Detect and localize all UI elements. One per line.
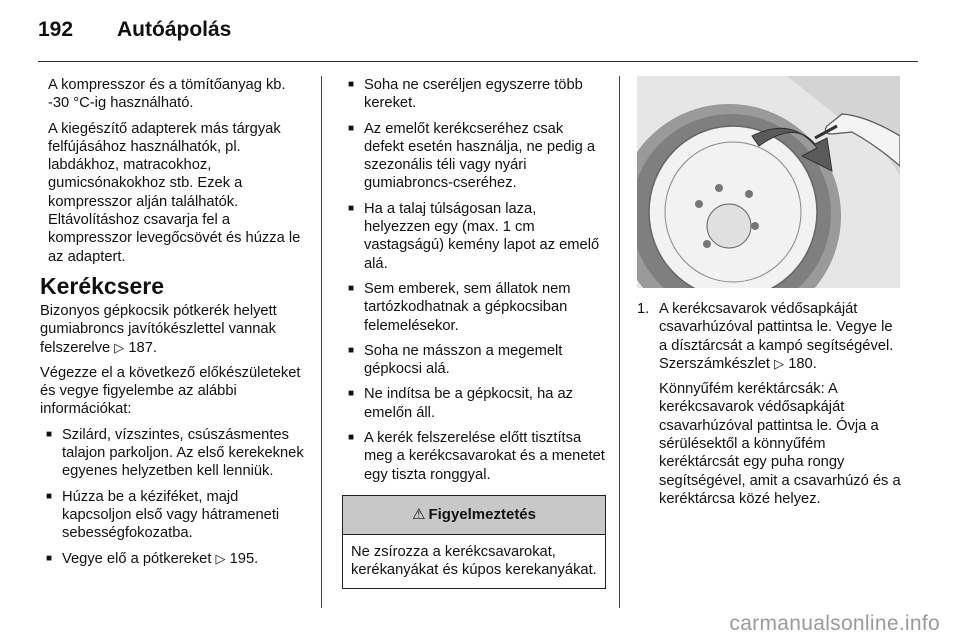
section-heading: Kerékcsere — [40, 272, 165, 299]
wheel-cover-illustration — [637, 76, 900, 288]
square-bullet-icon: ■ — [348, 79, 355, 90]
square-bullet-icon: ■ — [348, 432, 355, 444]
list-item: 1. A kerékcsavarok védősapkáját csavarhúzóval pattintsa le. Vegye le a dísztárcsát a kampó segítségével. Szerszámkészlet ▷ 180. — [637, 301, 894, 372]
watermark: carmanualsonline.info — [729, 612, 940, 635]
square-bullet-icon: ■ — [46, 490, 53, 502]
warning-text: Ne zsírozza a kerékcsavarokat, kerékanyákat és kúpos kerekanyákat. — [351, 543, 597, 579]
list-item: ■ Ha a talaj túlságosan laza, helyezzen egy (max. 1 cm vastagságú) kemény lapot az emelő alá. — [348, 200, 600, 272]
paragraph: A kompresszor és a tömítőanyag kb. -30 °C-ig használható. — [48, 77, 286, 112]
list-item: ■ Húzza be a kéziféket, majd kapcsoljon első vagy hátrameneti sebességfokozatba. — [46, 488, 280, 542]
page-reference: 195. — [229, 550, 259, 567]
list-item: ■ Vegye elő a pótkereket ▷ 195. — [46, 550, 259, 567]
list-item: ■ Sem emberek, sem állatok nem tartózkodhatnak a gépkocsiban felemelésekor. — [348, 280, 571, 334]
column-middle — [342, 76, 606, 589]
chapter-title: Autóápolás — [117, 18, 232, 41]
column-left — [40, 76, 306, 575]
paragraph: Bizonyos gépkocsik pótkerék helyett gumiabroncs javítókészlettel vannak felszerelve ▷ 187. — [40, 302, 277, 356]
arrow-reference-icon: ▷ — [774, 355, 785, 371]
bullet-list — [40, 426, 306, 568]
paragraph: A kiegészítő adapterek más tárgyak felfújásához használhatók, pl. labdákhoz, matracokhoz, gumicsónakokhoz stb. Ezek a kompresszor alján találhatók. Eltávolításhoz csavarja fel a kompresszor levegőcsövét és húzza le az adaptert. — [48, 120, 301, 265]
list-item — [637, 380, 903, 508]
list-item: ■ Szilárd, vízszintes, csúszásmentes talajon parkoljon. Az első kerekeknek egyenes helyzetben kell lenniük. — [46, 426, 304, 480]
list-item: ■ Az emelőt kerékcseréhez csak defekt esetén használja, ne pedig a szezonális téli vagy nyári gumiabroncs-cseréhez. — [348, 120, 596, 192]
step-list — [637, 300, 903, 508]
note-text: Könnyűfém keréktárcsák: A kerékcsavarok védősapkáját csavarhúzóval pattintsa le. Óvja a sérülésektől a könnyűfém keréktárcsát egy puha rongy segítségével, amit a csavarhúzó és a keréktárcsa közé helyez. — [659, 381, 901, 507]
arrow-reference-icon: ▷ — [114, 339, 125, 355]
square-bullet-icon: ■ — [46, 428, 53, 440]
header-divider — [38, 61, 918, 62]
column-divider — [619, 76, 620, 608]
list-item: ■ Soha ne másszon a megemelt gépkocsi alá. — [348, 342, 563, 378]
warning-box — [342, 495, 606, 589]
square-bullet-icon: ■ — [348, 388, 355, 400]
square-bullet-icon: ■ — [348, 282, 355, 294]
arrow-reference-icon: ▷ — [215, 550, 226, 566]
step-number: 1. — [637, 301, 650, 317]
bullet-list — [342, 76, 606, 484]
page-reference: 180. — [788, 355, 817, 372]
square-bullet-icon: ■ — [46, 552, 53, 564]
square-bullet-icon: ■ — [348, 202, 355, 214]
column-divider — [321, 76, 322, 608]
warning-header — [343, 496, 605, 535]
list-item: ■ A kerék felszerelése előtt tisztítsa meg a kerékcsavarokat és a menetet egy tiszta ronggyal. — [348, 430, 605, 483]
square-bullet-icon: ■ — [348, 344, 355, 356]
list-item: ■ Ne indítsa be a gépkocsit, ha az emelőn áll. — [348, 386, 574, 421]
column-right — [637, 76, 903, 515]
page-reference: 187. — [128, 339, 157, 356]
warning-title: Figyelmeztetés — [428, 505, 536, 523]
page-number: 192 — [38, 18, 74, 41]
square-bullet-icon: ■ — [348, 122, 355, 134]
wheel-illustration-svg — [637, 76, 900, 288]
list-item: ■ Soha ne cseréljen egyszerre több kereket. — [348, 77, 583, 112]
paragraph: Végezze el a következő előkészületeket és vegye figyelembe az alábbi információkat: — [40, 364, 301, 418]
warning-triangle-icon: ⚠ — [412, 505, 426, 523]
